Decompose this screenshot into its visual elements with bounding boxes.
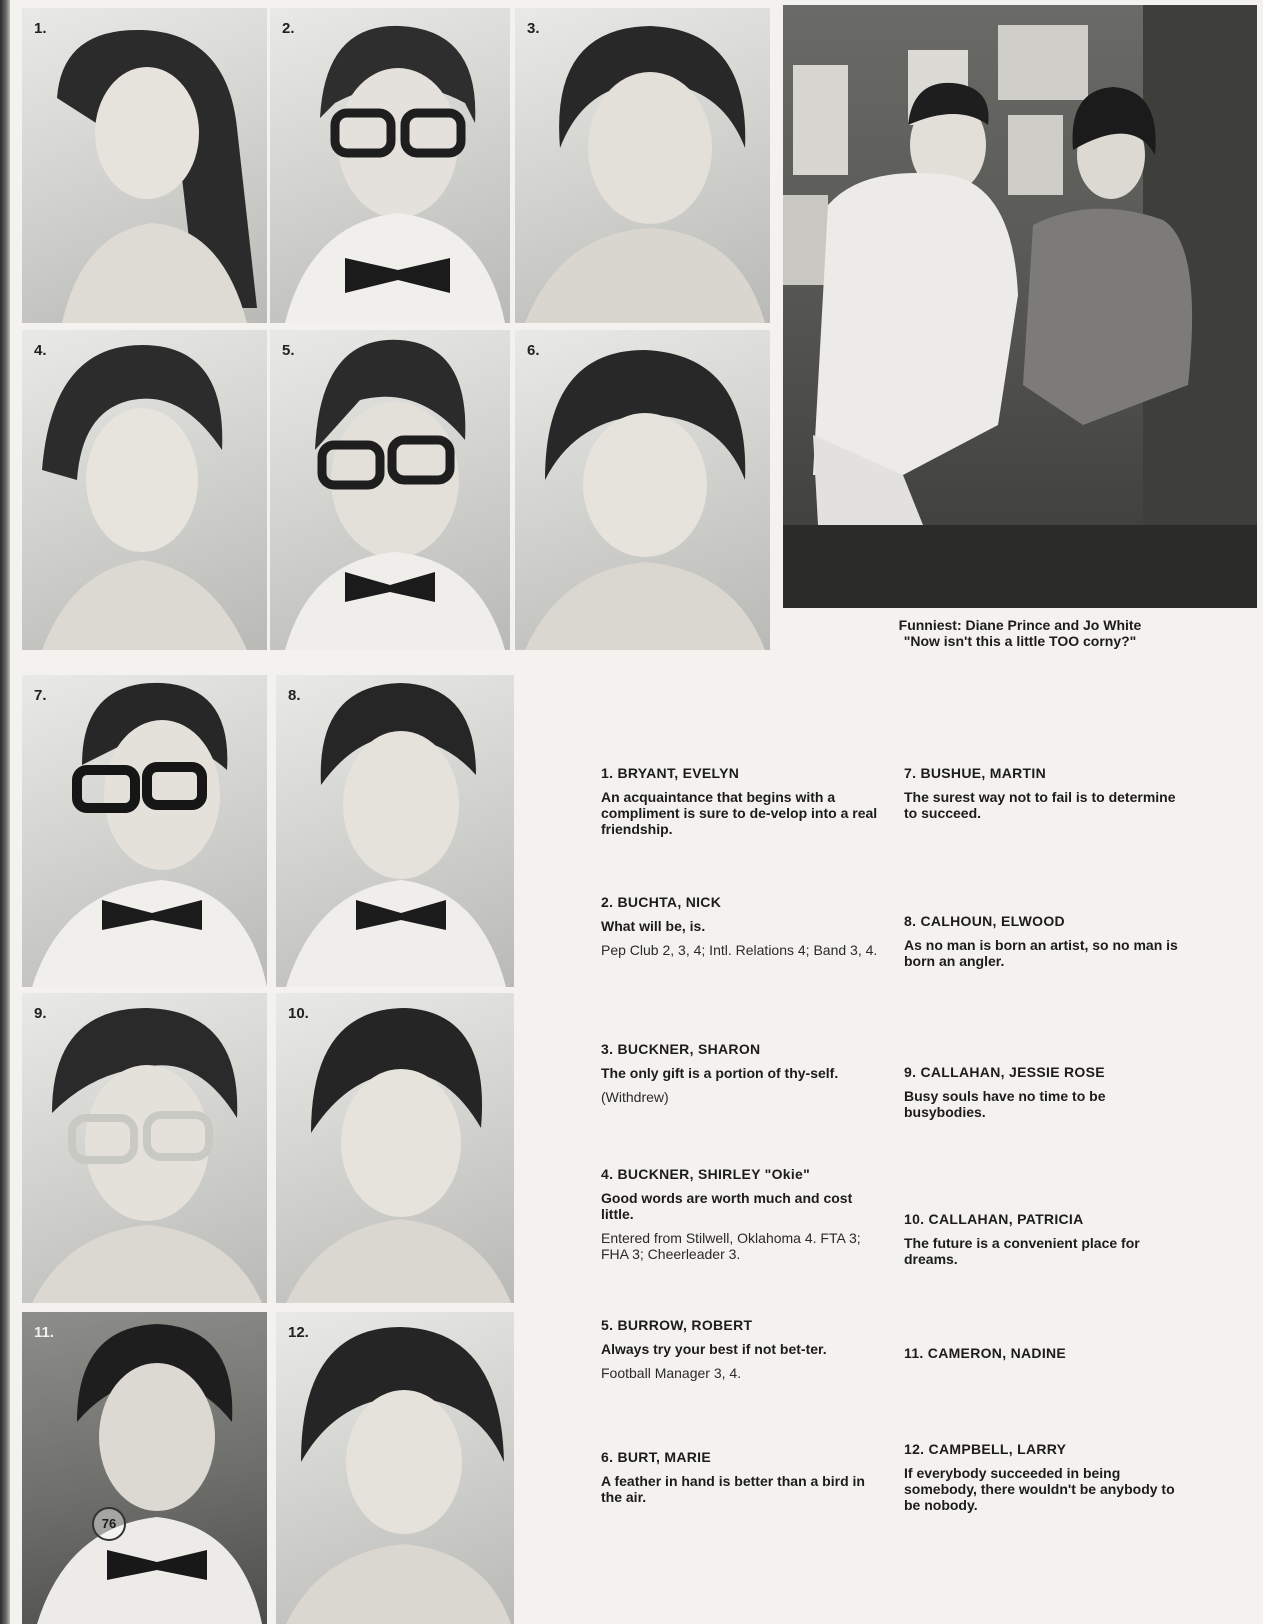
candid-photo: [783, 5, 1257, 608]
entry-activities: Football Manager 3, 4.: [601, 1365, 742, 1381]
entry-11: [904, 1345, 1184, 1369]
portrait-9: [22, 993, 267, 1303]
entry-name: 6. BURT, MARIE: [601, 1449, 711, 1465]
portrait-3: [515, 8, 770, 323]
entry-1: [601, 765, 881, 837]
entry-name: 4. BUCKNER, SHIRLEY "Okie": [601, 1166, 811, 1182]
entry-quote: A feather in hand is better than a bird in the air.: [601, 1473, 865, 1505]
caption-quote: "Now isn't this a little TOO corny?": [903, 633, 1137, 649]
portrait-6: [515, 330, 770, 650]
portrait-10: [276, 993, 514, 1303]
portrait-4: [22, 330, 267, 650]
entry-activities: Pep Club 2, 3, 4; Intl. Relations 4; Band 3, 4.: [601, 942, 878, 958]
entry-name: 8. CALHOUN, ELWOOD: [904, 913, 1065, 929]
portrait-1: [22, 8, 267, 323]
portrait-figure: [270, 330, 510, 650]
candid-caption: [783, 617, 1257, 649]
entry-name: 5. BURROW, ROBERT: [601, 1317, 753, 1333]
portrait-number: 9.: [34, 1005, 47, 1022]
portrait-number: 1.: [34, 20, 47, 37]
entry-8: [904, 913, 1184, 969]
entry-4: [601, 1166, 881, 1262]
portrait-8: [276, 675, 514, 987]
entry-name: 7. BUSHUE, MARTIN: [904, 765, 1046, 781]
entry-quote: What will be, is.: [601, 918, 706, 934]
portrait-figure: [276, 1312, 514, 1624]
portrait-figure: [22, 675, 267, 987]
entry-quote: The surest way not to fail is to determine to succeed.: [904, 789, 1176, 821]
entry-7: [904, 765, 1184, 821]
entry-name: 12. CAMPBELL, LARRY: [904, 1441, 1067, 1457]
portrait-11: [22, 1312, 267, 1624]
entry-9: [904, 1064, 1184, 1120]
entry-3: [601, 1041, 881, 1105]
entry-quote: As no man is born an artist, so no man is born an angler.: [904, 937, 1178, 969]
page-binding-edge: [0, 0, 10, 1624]
entry-name: 9. CALLAHAN, JESSIE ROSE: [904, 1064, 1105, 1080]
entry-quote: An acquaintance that begins with a compliment is sure to de-velop into a real friendship.: [601, 789, 878, 837]
portrait-7: [22, 675, 267, 987]
entry-quote: Good words are worth much and cost little.: [601, 1190, 853, 1222]
entry-quote: If everybody succeeded in being somebody, there wouldn't be anybody to be nobody.: [904, 1465, 1175, 1513]
portrait-number: 10.: [288, 1005, 309, 1022]
portrait-number: 11.: [34, 1324, 55, 1341]
entry-2: [601, 894, 881, 958]
entry-12: [904, 1441, 1184, 1513]
entry-quote: The future is a convenient place for dreams.: [904, 1235, 1140, 1267]
portrait-number: 4.: [34, 342, 47, 359]
entry-5: [601, 1317, 881, 1381]
caption-title: Funniest: Diane Prince and Jo White: [898, 617, 1142, 633]
portrait-number: 6.: [527, 342, 540, 359]
portrait-2: [270, 8, 510, 323]
portrait-figure: [22, 8, 267, 323]
portrait-number: 3.: [527, 20, 540, 37]
portrait-number: 5.: [282, 342, 295, 359]
portrait-5: [270, 330, 510, 650]
entry-name: 11. CAMERON, NADINE: [904, 1345, 1067, 1361]
entry-quote: Always try your best if not bet-ter.: [601, 1341, 827, 1357]
portrait-figure: [22, 1312, 267, 1624]
entry-quote: Busy souls have no time to be busybodies.: [904, 1088, 1106, 1120]
candid-scene: [783, 5, 1257, 608]
portrait-figure: [515, 8, 770, 323]
entry-activities: Entered from Stilwell, Oklahoma 4. FTA 3; FHA 3; Cheerleader 3.: [601, 1230, 861, 1262]
portrait-number: 8.: [288, 687, 301, 704]
entry-name: 2. BUCHTA, NICK: [601, 894, 722, 910]
entry-quote: The only gift is a portion of thy-self.: [601, 1065, 839, 1081]
portrait-figure: [22, 993, 267, 1303]
entry-activities: (Withdrew): [601, 1089, 669, 1105]
portrait-figure: [276, 993, 514, 1303]
entry-10: [904, 1211, 1184, 1267]
entry-name: 1. BRYANT, EVELYN: [601, 765, 740, 781]
entry-name: 10. CALLAHAN, PATRICIA: [904, 1211, 1084, 1227]
portrait-figure: [515, 330, 770, 650]
page-number: 76: [92, 1507, 126, 1541]
entry-6: [601, 1449, 881, 1505]
portrait-figure: [270, 8, 510, 323]
entry-name: 3. BUCKNER, SHARON: [601, 1041, 761, 1057]
portrait-figure: [22, 330, 267, 650]
portrait-number: 7.: [34, 687, 47, 704]
portrait-number: 2.: [282, 20, 295, 37]
portrait-12: [276, 1312, 514, 1624]
portrait-figure: [276, 675, 514, 987]
portrait-number: 12.: [288, 1324, 309, 1341]
